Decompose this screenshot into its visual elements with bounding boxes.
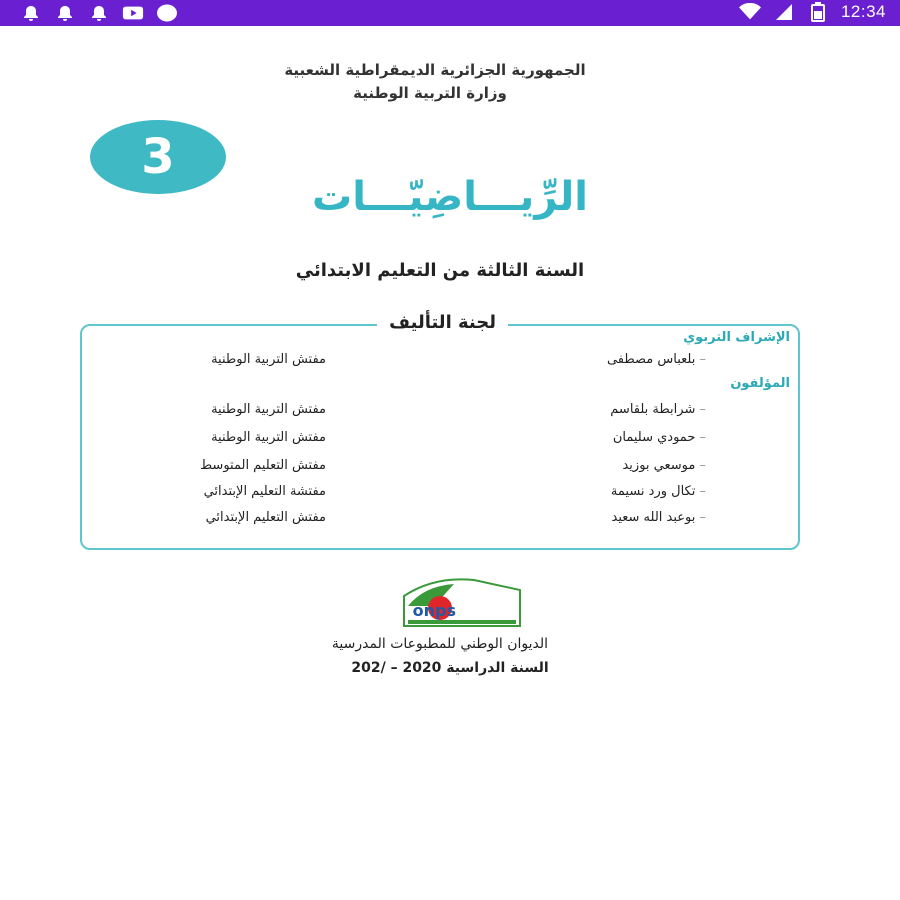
author-row xyxy=(82,510,798,532)
supervisor-name: – بلعباس مصطفى xyxy=(607,352,706,367)
supervision-label: الإشراف التربوي xyxy=(683,330,790,345)
wifi-icon xyxy=(739,2,761,22)
author-role: مفتش التربية الوطنية xyxy=(211,402,326,417)
author-name: – حمودي سليمان xyxy=(613,430,706,445)
signal-icon xyxy=(773,2,795,22)
ministry-header: وزارة التربية الوطنية xyxy=(353,84,507,102)
status-time: 12:34 xyxy=(840,2,886,21)
notification-bell-icon xyxy=(54,3,76,23)
author-name: – تكال ورد نسيمة xyxy=(611,484,706,499)
author-role: مفتشة التعليم الإبتدائي xyxy=(203,484,326,499)
book-subtitle: السنة الثالثة من التعليم الابتدائي xyxy=(295,260,585,281)
author-row xyxy=(82,458,798,480)
author-row xyxy=(82,402,798,424)
author-role: مفتش التربية الوطنية xyxy=(211,430,326,445)
republic-header: الجمهورية الجزائرية الديمقراطية الشعبية xyxy=(284,61,586,79)
supervisor-row xyxy=(82,352,798,374)
author-name: – موسعي بوزيد xyxy=(622,458,706,473)
author-name: – شرابطة بلقاسم xyxy=(610,402,706,417)
publisher-name: الديوان الوطني للمطبوعات المدرسية xyxy=(331,636,549,652)
authors-label: المؤلفون xyxy=(730,376,790,391)
svg-text:onps: onps xyxy=(412,601,456,620)
author-row xyxy=(82,484,798,506)
status-bar-system xyxy=(739,2,886,22)
author-role: مفتش التعليم الإبتدائي xyxy=(205,510,326,525)
circle-icon xyxy=(156,3,178,23)
book-cover-page xyxy=(0,26,900,900)
supervisor-role: مفتش التربية الوطنية xyxy=(211,352,326,367)
grade-badge: 3 xyxy=(90,120,226,194)
school-year: السنة الدراسية 2020 – /202 xyxy=(351,660,549,676)
status-bar xyxy=(0,0,900,26)
author-row xyxy=(82,430,798,452)
author-name: – بوعبد الله سعيد xyxy=(612,510,707,525)
author-role: مفتش التعليم المتوسط xyxy=(200,458,326,473)
youtube-icon xyxy=(122,3,144,23)
notification-bell-icon xyxy=(20,3,42,23)
committee-title: لجنة التأليف xyxy=(377,312,508,333)
notification-bell-icon xyxy=(88,3,110,23)
battery-icon xyxy=(807,2,829,22)
onps-logo xyxy=(394,576,530,630)
status-bar-notifications xyxy=(20,3,178,23)
committee-box xyxy=(80,312,800,550)
book-title: الرِّيـــاضِيّـــات xyxy=(312,174,588,220)
